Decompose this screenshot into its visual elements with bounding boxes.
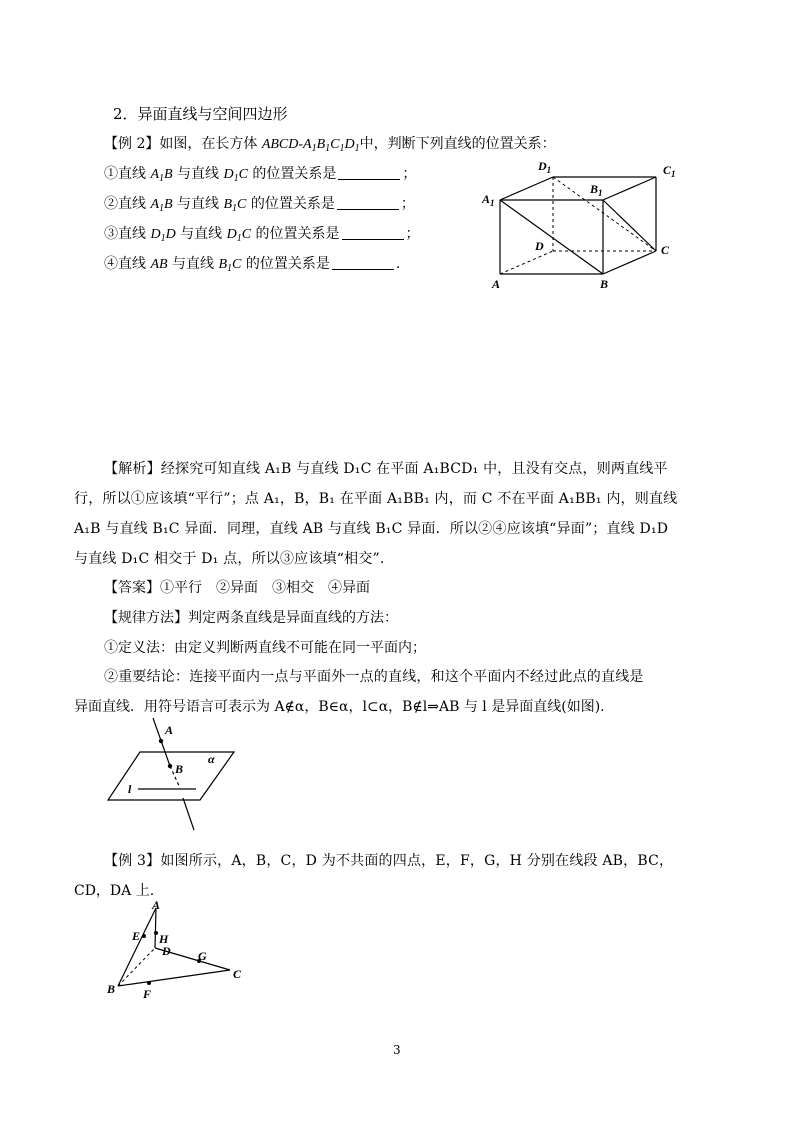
item-tail: 的位置关系是	[252, 166, 337, 182]
item-line1: $D_1D$	[150, 227, 176, 244]
item-text: 直线	[118, 226, 146, 242]
line-ab-lower	[183, 798, 194, 830]
edge-ad	[155, 908, 156, 948]
edge-a1d1	[500, 177, 553, 200]
item-line1: AB	[150, 257, 168, 272]
diag-b1c	[603, 200, 656, 251]
method-rule-1: ①定义法：由定义判断两直线不可能在同一平面内；	[104, 640, 426, 656]
plane-figure	[100, 712, 280, 837]
item-line1: $A_1B$	[150, 167, 173, 184]
label-a: A	[165, 723, 174, 737]
plane-alpha	[108, 752, 234, 800]
item-text: 直线	[118, 196, 146, 212]
item-number: ③	[104, 226, 118, 242]
page-number: 3	[393, 1043, 401, 1057]
item-number: ①	[104, 166, 118, 182]
hidden-ad	[500, 251, 553, 274]
analysis-label: 【解析】	[104, 461, 161, 477]
label-d1: $D_1$	[538, 159, 552, 175]
item-end: ；	[400, 196, 415, 212]
answer-blank[interactable]	[342, 225, 404, 240]
example2-label: 【例 2】	[104, 136, 160, 152]
label-h: H	[159, 932, 169, 946]
method-label: 【规律方法】	[104, 610, 188, 626]
item-end: ；	[405, 226, 420, 242]
example3-label: 【例 3】	[104, 853, 161, 869]
point-a	[159, 739, 163, 743]
item-tail: 的位置关系是	[255, 226, 340, 242]
label-c1: $C_1$	[663, 163, 676, 179]
example2-intro-tail: 中，判断下列直线的位置关系：	[359, 136, 556, 152]
edge-bd-hidden	[118, 948, 155, 986]
label-c: C	[661, 243, 670, 257]
diag-a1b	[500, 200, 603, 274]
label-a: A	[152, 898, 161, 912]
analysis-line-2: 行，所以①应该填“平行”；点 A₁，B，B₁ 在平面 A₁BB₁ 内，而 C 不在平面 A₁BB₁ 内，则直线	[74, 491, 678, 507]
item-tail: 的位置关系是	[250, 196, 335, 212]
answer-blank[interactable]	[338, 165, 400, 180]
item-end: ；	[402, 166, 417, 182]
label-d: D	[162, 944, 171, 958]
analysis-line-1	[104, 459, 668, 479]
analysis-line-3: A₁B 与直线 B₁C 异面．同理，直线 AB 与直线 B₁C 异面．所以②④应该填“异面”；直线 D₁D	[74, 521, 669, 537]
method-intro-line	[104, 608, 398, 628]
label-c: C	[233, 967, 242, 981]
tetra-figure	[100, 895, 260, 1005]
point-b	[168, 764, 172, 768]
example3-line-2: CD，DA 上.	[74, 883, 155, 899]
item-number: ②	[104, 196, 118, 212]
edge-bc	[603, 251, 656, 274]
item-mid: 与直线	[177, 166, 220, 182]
item-mid: 与直线	[177, 196, 220, 212]
method-intro: 判定两条直线是异面直线的方法：	[188, 610, 398, 626]
label-d: D	[535, 239, 544, 253]
answer-label: 【答案】	[104, 580, 160, 596]
label-e: E	[132, 929, 141, 943]
answer-line	[104, 578, 370, 598]
example2-item-3	[104, 224, 420, 245]
label-g: G	[198, 949, 207, 963]
method-rule-2: ②重要结论：连接平面内一点与平面外一点的直线，和这个平面内不经过此点的直线是	[104, 669, 644, 685]
analysis-text: 经探究可知直线 A₁B 与直线 D₁C 在平面 A₁BCD₁ 中，且没有交点，则两直线平	[160, 461, 668, 477]
analysis-line-4: 与直线 D₁C 相交于 D₁ 点，所以③应该填“相交”.	[74, 551, 385, 567]
item-mid: 与直线	[172, 256, 215, 272]
answer-text: ①平行 ②异面 ③相交 ④异面	[160, 580, 370, 596]
item-tail: 的位置关系是	[245, 256, 330, 272]
point-e	[142, 934, 146, 938]
answer-blank[interactable]	[337, 195, 399, 210]
item-mid: 与直线	[180, 226, 223, 242]
section-title: 2．异面直线与空间四边形	[113, 105, 288, 123]
point-h	[154, 931, 158, 935]
label-b: B	[600, 277, 609, 291]
point-f	[147, 981, 151, 985]
label-b: B	[175, 762, 184, 776]
item-line2: $B_1C$	[223, 197, 247, 214]
edge-bc	[118, 970, 230, 986]
example2-item-2	[104, 194, 415, 215]
item-end: .	[395, 256, 401, 272]
label-b1: $B_1$	[590, 182, 603, 198]
item-text: 直线	[118, 256, 146, 272]
edge-b1c1	[603, 177, 656, 200]
item-line2: $B_1C$	[218, 257, 242, 274]
item-number: ④	[104, 256, 118, 272]
hidden-d1c	[553, 177, 656, 251]
item-line2: $D_1C$	[226, 227, 252, 244]
label-b: B	[107, 982, 116, 996]
edge-ab	[118, 908, 156, 986]
item-line2: $D_1C$	[223, 167, 248, 184]
example2-item-1	[104, 164, 416, 185]
example2-intro-text: 如图，在长方体	[159, 136, 258, 152]
example3-line-1	[104, 851, 673, 871]
item-text: 直线	[118, 166, 146, 182]
example2-solid: ABCD-$A_1B_1C_1D_1$	[261, 137, 360, 154]
label-f: F	[143, 987, 152, 1001]
label-a1: $A_1$	[482, 192, 495, 208]
cuboid-figure	[478, 152, 688, 294]
example3-text: 如图所示，A，B，C，D 为不共面的四点，E，F，G，H 分别在线段 AB，BC，	[160, 853, 674, 869]
label-alpha: α	[208, 752, 215, 766]
example2-item-4	[104, 254, 400, 275]
label-l: l	[128, 782, 132, 796]
answer-blank[interactable]	[332, 255, 394, 270]
method-rule-2b: 异面直线．用符号语言可表示为 A∉α，B∈α，l⊂α，B∉l⇒AB 与 l 是异面直线(如图).	[74, 699, 605, 715]
label-a: A	[492, 277, 501, 291]
item-line1: $A_1B$	[150, 197, 173, 214]
